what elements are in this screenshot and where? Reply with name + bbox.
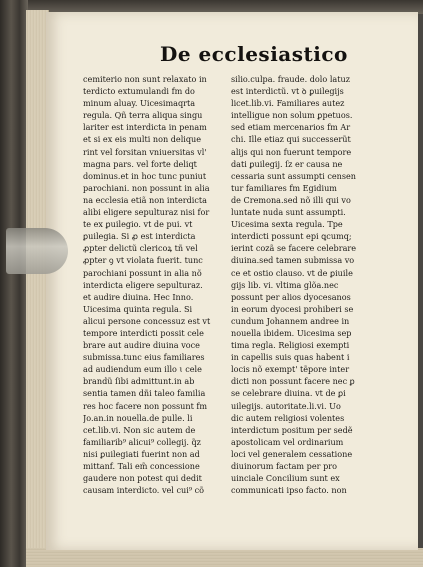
text-line: ꝓpter delictũ clericoꝝ tñ vel [83, 243, 198, 254]
page-edges-bottom [26, 548, 423, 567]
text-line: regula. Qñ terra aliqua singu [83, 110, 203, 121]
text-line: alijs qui non fuerunt tempore [231, 146, 352, 157]
book-clasp [6, 228, 68, 274]
text-line: parochiani. non possunt in alia [83, 182, 210, 193]
text-line: ꝓpter ꝯ vt violata fuerit. tunc [83, 255, 203, 266]
text-line: dicti non possunt facere nec ꝑ [231, 376, 355, 387]
text-line: et si ex eis multi non delique [83, 134, 202, 145]
text-line: uilegijs. autoritate.li.vi. Uo [231, 400, 341, 411]
text-line: gaudere non potest qui dedit [83, 473, 202, 484]
text-line: dominus.et in hoc tunc puniut [83, 170, 207, 181]
text-line: causam interdicto. vel cui⁹ cõ [83, 485, 205, 496]
text-line: ad audiendum eum illo ɩ cele [83, 364, 202, 375]
text-line: na ecclesia etiã non interdicta [83, 194, 207, 205]
text-line: alicui persone concessuz est vt [83, 315, 211, 326]
text-line: cessaria sunt assumpti censen [231, 170, 357, 181]
text-line: tima regla. Religiosi exempti [231, 340, 350, 351]
text-column-left [83, 73, 221, 496]
text-line: sed etiam mercenarios fm Ar [231, 122, 351, 133]
text-line: res hoc facere non possunt fm [83, 400, 208, 411]
text-line: cet.lib.vi. Non sic autem de [83, 424, 196, 435]
text-line: communicati ipso facto. non [231, 485, 347, 496]
text-line: Uicesima sexta regula. Tpe [231, 219, 343, 230]
text-line: ce et ostio clauso. vt de ꝑiuile [231, 267, 353, 278]
book-spine [0, 0, 28, 567]
text-line: uinciale Concilium sunt ex [231, 473, 340, 484]
text-line: est interdictũ. vt ꝺ ꝑuilegijs [231, 86, 344, 97]
text-line: chi. Ille etiaz qui successerũt [231, 134, 351, 145]
text-line: silio.culpa. fraude. dolo latuz [231, 74, 350, 84]
text-line: intelligue non solum ꝑpetuos. [231, 110, 353, 121]
text-line: familiarib⁹ alicui⁹ collegij. q̃z [83, 436, 201, 447]
text-line: cundum Johannem andree in [231, 315, 350, 326]
text-line: interdicti possunt epi ꝗcumq; [231, 231, 352, 242]
text-line: dic autem religiosi volentes [231, 412, 345, 423]
text-line: parochiani possunt in alia nõ [83, 267, 202, 278]
text-line: nisi ꝑuilegiati fuerint non ad [83, 448, 200, 459]
text-line: minum aluay. Uicesimaqrta [83, 98, 196, 109]
text-line: interdictum positum per sedẽ [231, 424, 353, 435]
text-line: te ex ꝑuilegio. vt de pui. vt [83, 219, 193, 230]
text-line: brandũ ſibi admittunt.in ab [83, 376, 195, 387]
text-line: apostolicam vel ordinarium [231, 436, 344, 447]
text-line: tur familiares fm Egidium [231, 182, 337, 193]
text-line: interdicta eligere sepulturaz. [83, 279, 203, 290]
text-line: nouella ibidem. Uicesima sep [231, 327, 352, 338]
text-line: lariter est interdicta in penam [83, 122, 207, 133]
text-line: et audire diuina. Hec Inno. [83, 291, 194, 302]
text-line: dati ꝑuilegij. ſz er causa ne [231, 158, 343, 169]
text-line: Uicesima quinta regula. Si [83, 303, 193, 314]
text-line: magna pars. vel forte deliqt [83, 158, 197, 169]
text-line: mittanf. Tali em̃ concessione [83, 461, 200, 471]
text-line: licet.lib.vi. Familiares autez [231, 98, 345, 109]
text-line: ierint cozã se facere celebrare [231, 243, 357, 254]
text-line: diuina.sed tamen submissa vo [231, 255, 355, 266]
text-line: loci vel generalem cessatione [231, 448, 353, 459]
text-column-right [231, 73, 369, 496]
text-line: locis nõ exempt' tẽpore inter [231, 364, 350, 375]
text-line: Jo.an.in nouella.de pulle. li [83, 412, 193, 423]
text-line: possunt per alios dyocesanos [231, 291, 351, 302]
text-line: in eorum dyocesi prohiberi se [231, 303, 354, 314]
text-line: alibi eligere sepulturaz nisi for [83, 207, 210, 218]
text-line: diuinorum factam per pro [231, 461, 338, 471]
text-line: tempore interdicti possit cele [83, 327, 204, 338]
running-head: De ecclesiastico [160, 42, 348, 66]
text-line: submissa.tunc eius familiares [83, 352, 205, 363]
text-line: brare aut audire diuina voce [83, 340, 200, 351]
text-line: de Cremona.sed nõ illi qui vo [231, 194, 351, 205]
text-line: ꝑuilegia. Si ꝓ est interdicta [83, 231, 196, 242]
text-line: se celebrare diuina. vt de ꝑi [231, 388, 346, 399]
text-line: sentia tamen dñi taleo familia [83, 388, 206, 399]
text-line: rint vel forsitan vniuersitas vl' [83, 146, 207, 157]
text-line: cemiterio non sunt relaxato in [83, 74, 207, 84]
text-line: terdicto extumulandi fm do [83, 86, 195, 97]
text-line: in capellis suis quas habent i [231, 352, 350, 363]
text-line: luntate nuda sunt assumpti. [231, 207, 346, 218]
text-line: gijs lib. vi. vltima glõa.nec [231, 279, 339, 290]
